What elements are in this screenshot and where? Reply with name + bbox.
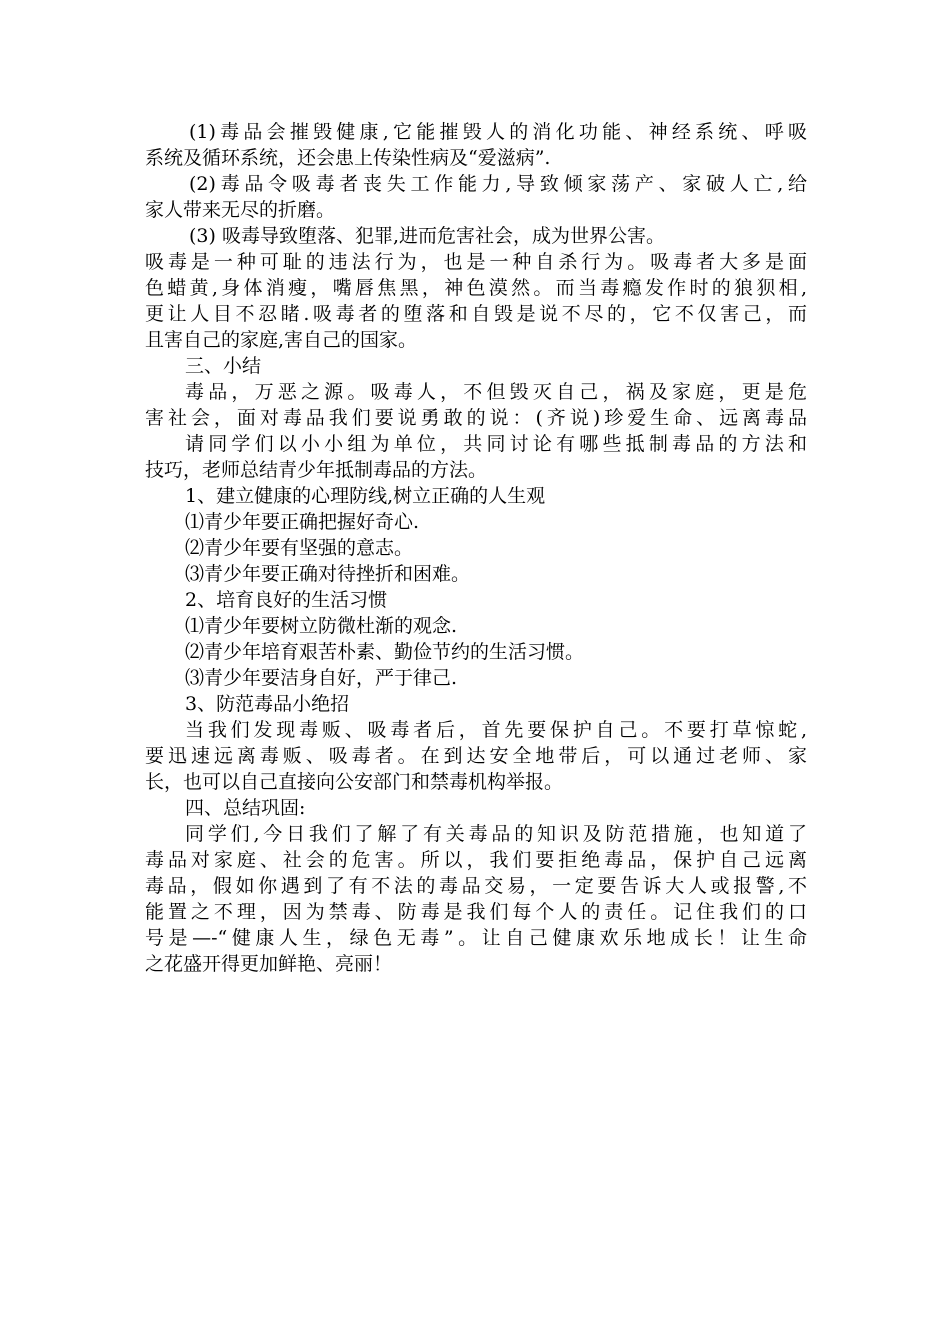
text-line: 家人带来无尽的折磨。: [145, 199, 336, 221]
text-line: 四、总结巩固:: [185, 797, 306, 819]
text-line: ⑴青少年要正确把握好奇心.: [185, 511, 420, 533]
text-line: 色蜡黄,身体消瘦，嘴唇焦黑，神色漠然。而当毒瘾发作时的狼狈相,: [145, 277, 807, 299]
text-line: 更让人目不忍睹.吸毒者的堕落和自毁是说不尽的，它不仅害己，而: [145, 303, 807, 325]
text-line: 害社会，面对毒品我们要说勇敢的说：(齐说)珍爱生命、远离毒品: [145, 407, 807, 429]
text-line: ⑵青少年培育艰苦朴素、勤俭节约的生活习惯。: [185, 641, 585, 663]
text-line: 且害自己的家庭,害自己的国家。: [145, 329, 418, 351]
text-line: 吸毒是一种可耻的违法行为，也是一种自杀行为。吸毒者大多是面: [145, 251, 807, 273]
text-line: 要迅速远离毒贩、吸毒者。在到达安全地带后，可以通过老师、家: [145, 745, 807, 767]
text-line: 3、防范毒品小绝招: [185, 693, 350, 715]
text-line: 请同学们以小小组为单位，共同讨论有哪些抵制毒品的方法和: [185, 433, 807, 455]
text-line: (3) 吸毒导致堕落、犯罪,进而危害社会，成为世界公害。: [189, 225, 665, 247]
text-line: ⑶青少年要正确对待挫折和困难。: [185, 563, 471, 585]
text-line: (1)毒品会摧毁健康,它能摧毁人的消化功能、神经系统、呼吸: [189, 121, 807, 143]
text-line: 号是—-“健康人生，绿色无毒”。让自己健康欢乐地成长！让生命: [145, 927, 807, 949]
text-line: 系统及循环系统，还会患上传染性病及“爱滋病”.: [145, 147, 551, 169]
text-line: 毒品，万恶之源。吸毒人，不但毁灭自己，祸及家庭，更是危: [185, 381, 807, 403]
text-line: 2、培育良好的生活习惯: [185, 589, 388, 611]
text-line: 三、小结: [185, 355, 262, 377]
text-line: (2)毒品令吸毒者丧失工作能力,导致倾家荡产、家破人亡,给: [189, 173, 807, 195]
text-line: 当我们发现毒贩、吸毒者后，首先要保护自己。不要打草惊蛇,: [185, 719, 807, 741]
text-line: 毒品对家庭、社会的危害。所以，我们要拒绝毒品，保护自己远离: [145, 849, 807, 871]
document-page: [145, 119, 807, 977]
text-line: 同学们,今日我们了解了有关毒品的知识及防范措施，也知道了: [185, 823, 807, 845]
text-line: 技巧，老师总结青少年抵制毒品的方法。: [145, 459, 488, 481]
text-line: 长，也可以自己直接向公安部门和禁毒机构举报。: [145, 771, 564, 793]
text-line: ⑶青少年要洁身自好，严于律己.: [185, 667, 458, 689]
text-line: 之花盛开得更加鲜艳、亮丽！: [145, 953, 393, 975]
text-line: ⑵青少年要有坚强的意志。: [185, 537, 414, 559]
text-line: 1、建立健康的心理防线,树立正确的人生观: [185, 485, 546, 507]
text-line: 毒品，假如你遇到了有不法的毒品交易，一定要告诉大人或报警,不: [145, 875, 807, 897]
text-line: 能置之不理，因为禁毒、防毒是我们每个人的责任。记住我们的口: [145, 901, 807, 923]
text-line: ⑴青少年要树立防微杜渐的观念.: [185, 615, 458, 637]
